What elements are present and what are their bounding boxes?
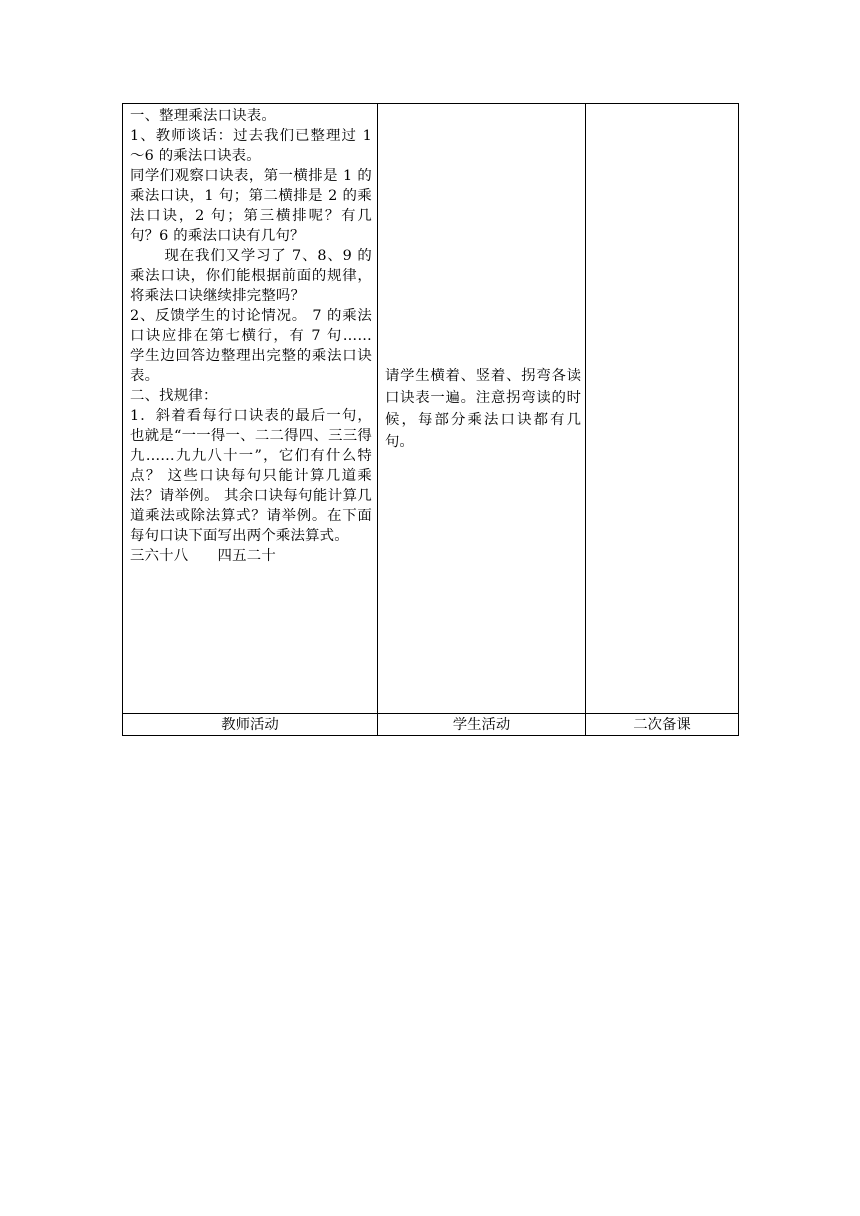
footer-teacher-label: 教师活动 xyxy=(123,714,378,736)
teacher-paragraph-6: 三六十八 四五二十 xyxy=(130,548,276,564)
content-row xyxy=(123,104,739,714)
teacher-paragraph-5: 1．斜着看每行口诀表的最后一句，也就是“一一得一、二二得四、三三得九……九九八十一”，它们有什么特点？ 这些口诀每句只能计算几道乘法？请举例。 其余口诀每句能计算几道乘法或除法算式？请举例。在下面每句口诀下面写出两个乘法算式。 xyxy=(130,408,372,544)
teacher-paragraph-3: 现在我们又学习了 7、8、9 的乘法口诀，你们能根据前面的规律，将乘法口诀继续排完整吗？ xyxy=(130,248,372,304)
student-activity-text: 请学生横着、竖着、拐弯各读口诀表一遍。注意拐弯读的时候，每部分乘法口诀都有几句。 xyxy=(385,367,581,450)
student-activity-cell xyxy=(378,104,586,714)
teacher-activity-cell xyxy=(123,104,378,714)
section-heading-2: 二、找规律： xyxy=(130,388,218,404)
second-prep-cell xyxy=(586,104,739,714)
teacher-paragraph-2: 同学们观察口诀表，第一横排是 1 的乘法口诀，1 句；第二横排是 2 的乘法口诀，2 句；第三横排呢？有几句？6 的乘法口诀有几句？ xyxy=(130,168,372,244)
lesson-plan-table xyxy=(122,103,739,736)
teacher-paragraph-4: 2、反馈学生的讨论情况。 7 的乘法口诀应排在第七横行，有 7 句…… 学生边回答边整理出完整的乘法口诀表。 xyxy=(130,308,372,384)
section-heading-1: 一、整理乘法口诀表。 xyxy=(130,108,276,124)
teacher-paragraph-1: 1、教师谈话：过去我们已整理过 1～6 的乘法口诀表。 xyxy=(130,128,372,164)
footer-second-prep-label: 二次备课 xyxy=(586,714,739,736)
footer-student-label: 学生活动 xyxy=(378,714,586,736)
footer-row xyxy=(123,714,739,736)
